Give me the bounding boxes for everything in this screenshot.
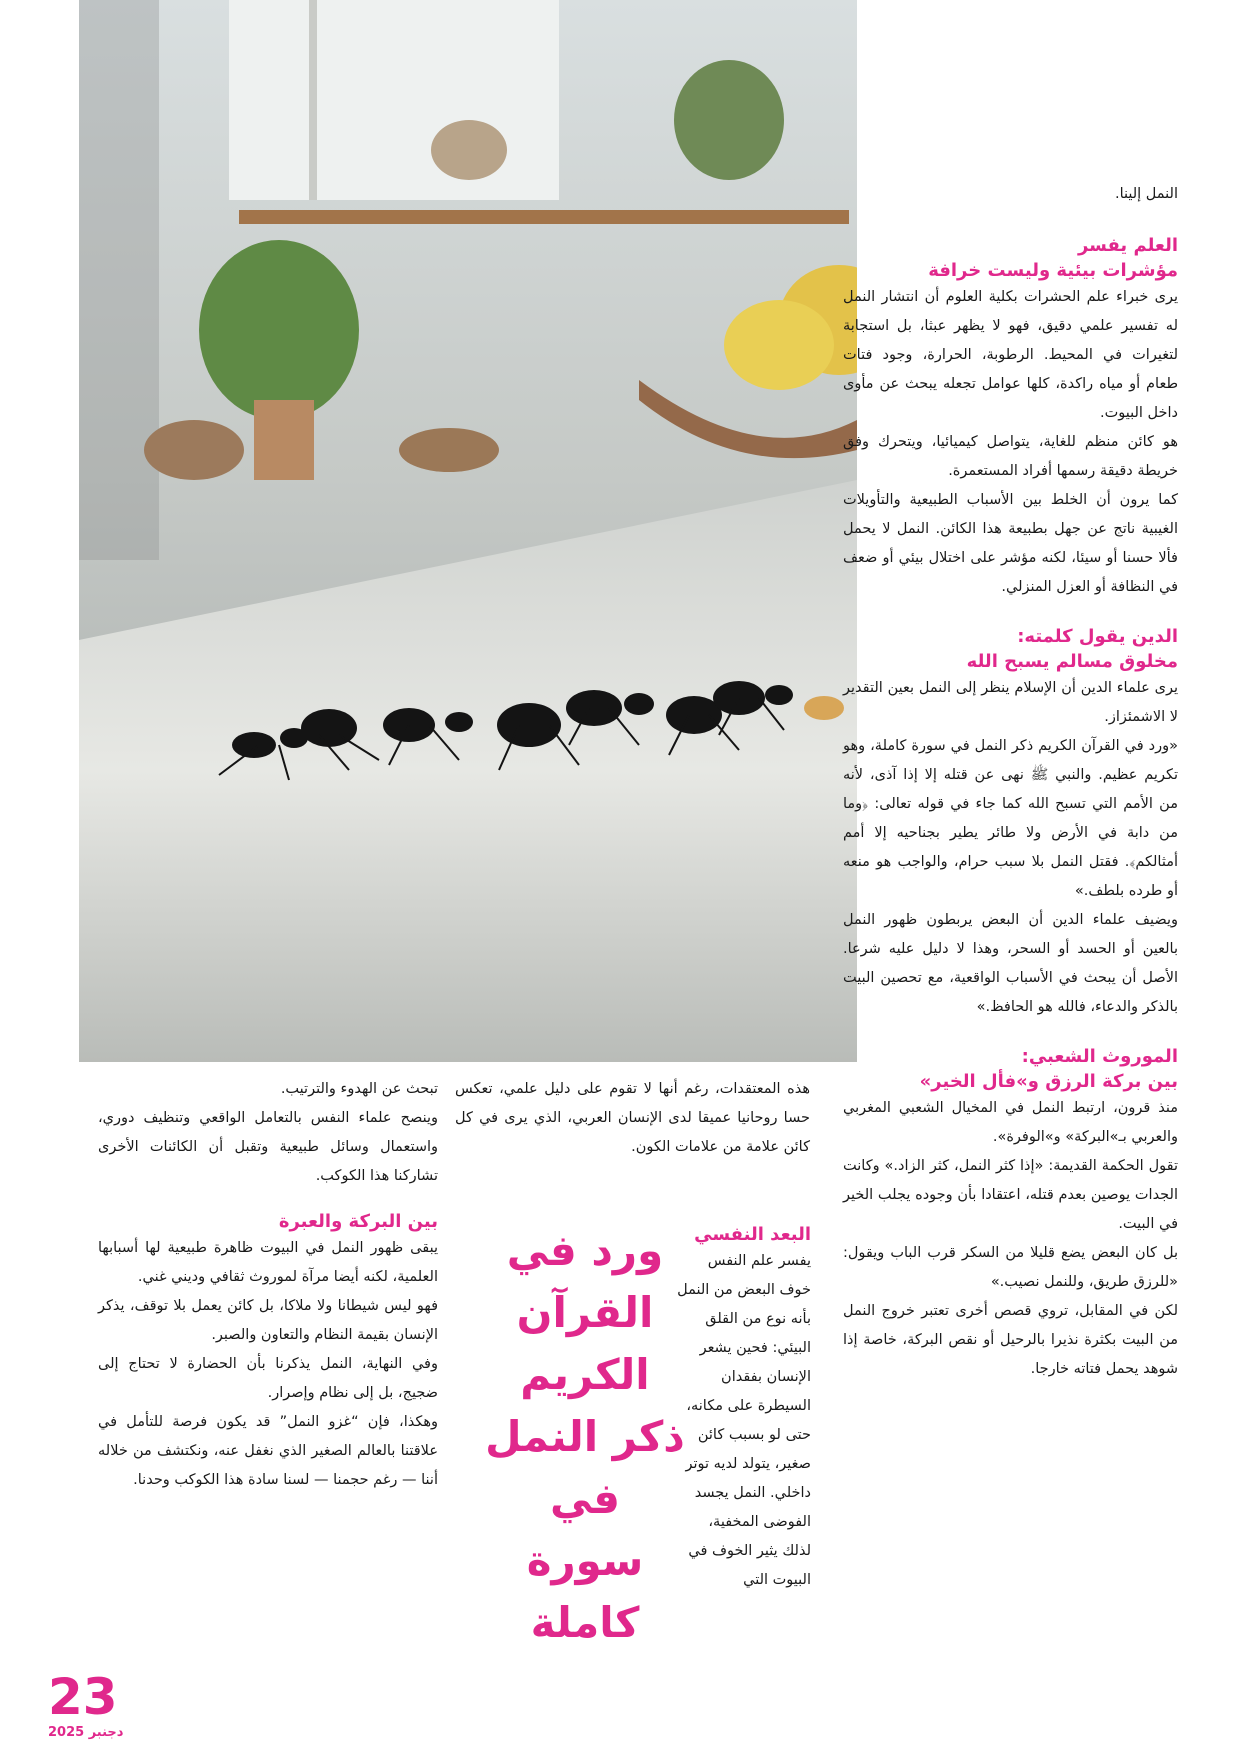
science-paragraph-1: يرى خبراء علم الحشرات بكلية العلوم أن انتشار النمل له تفسير علمي دقيق، فهو لا يظهر عبثا، بل استجابة لتغيرات في المحيط. الرطوبة، الحرارة، وجود فتات طعام أو مياه راكدة، كلها عوامل تجعله يبحث عن مأوى داخل البيوت. — [843, 289, 1178, 421]
folk-heading-1: الموروث الشعبي: — [1021, 1046, 1178, 1067]
psych-paragraph: يفسر علم النفس خوف البعض من النمل بأنه نوع من القلق البيئي: فحين يشعر الإنسان بفقدان السيطرة على مكانه، حتى لو بسبب كائن صغير، يتولد لديه توتر داخلي. النمل يجسد الفوضى المخفية، لذلك يثير الخوف في البيوت التي — [677, 1253, 811, 1588]
folk-paragraph-4: لكن في المقابل، تروي قصص أخرى تعتبر خروج النمل من البيت بكثرة نذيرا بالرحيل أو نقص البركة، خاصة إذا شوهد يحمل فتاته خارجا. — [843, 1303, 1178, 1377]
left-paragraph-1: وينصح علماء النفس بالتعامل الواقعي وتنظيف دوري، واستعمال وسائل طبيعية وتقبل أن الكائنات الأخرى تشاركنا هذا الكوكب. — [98, 1110, 438, 1184]
psych-column — [676, 1222, 811, 1595]
science-heading-1: العلم يفسر — [1077, 235, 1178, 256]
lemon — [724, 300, 834, 390]
religion-heading-1: الدين يقول كلمته: — [1017, 626, 1178, 647]
window-frame — [309, 0, 317, 200]
photo-illustration — [79, 0, 857, 1062]
science-heading-2: مؤشرات بيئية وليست خرافة — [928, 260, 1178, 281]
blessing-heading: بين البركة والعبرة — [278, 1211, 438, 1232]
plant-pot — [254, 400, 314, 480]
ants-kitchen-photo — [79, 0, 857, 1062]
folk-paragraph-3: بل كان البعض يضع قليلا من السكر قرب الباب ويقول: «للرزق طريق، وللنمل نصيب.» — [843, 1245, 1178, 1290]
religion-paragraph-1: يرى علماء الدين أن الإسلام ينظر إلى النمل بعين التقدير لا الاشمئزاز. — [843, 680, 1178, 725]
left-paragraph-3: فهو ليس شيطانا ولا ملاكا، بل كائن يعمل بلا توقف، يذكر الإنسان بقيمة النظام والتعاون والصبر. — [98, 1298, 438, 1343]
middle-top-text — [455, 1075, 810, 1162]
science-paragraph-2: هو كائن منظم للغاية، يتواصل كيميائيا، ويتحرك وفق خريطة دقيقة رسمها أفراد المستعمرة. — [843, 434, 1178, 479]
bowl-middle — [399, 428, 499, 472]
shelf — [239, 210, 849, 224]
page-number: 23 — [48, 1668, 118, 1726]
left-paragraph-5: وهكذا، فإن “غزو النمل” قد يكون فرصة للتأمل في علاقتنا بالعالم الصغير الذي نغفل عنه، ونكتشف من خلاله أننا — رغم حجمنا — لسنا سادة هذا الكوكب وحدنا. — [98, 1414, 438, 1488]
left-top-text: تبحث عن الهدوء والترتيب. — [280, 1081, 438, 1097]
religion-heading-2: مخلوق مسالم يسبح الله — [966, 651, 1178, 672]
religion-paragraph-2: «ورد في القرآن الكريم ذكر النمل في سورة كاملة، وهو تكريم عظيم. والنبي ﷺ نهى عن قتله إلا إذا آذى، لأنه من الأمم التي تسبح الله كما جاء في قوله تعالى: ﴿وما من دابة في الأرض ولا طائر يطير بجناحيه إلا أمم أمثالكم﴾. فقتل النمل بلا سبب حرام، والواجب هو منعه أو طرده بلطف.» — [843, 738, 1178, 899]
left-column — [98, 1075, 438, 1495]
shelf-plant — [674, 60, 784, 180]
potted-plant — [199, 240, 359, 420]
right-column — [843, 180, 1178, 1384]
bowl-left — [144, 420, 244, 480]
intro-tail: النمل إلينا. — [1114, 186, 1178, 202]
beliefs-paragraph: هذه المعتقدات، رغم أنها لا تقوم على دليل علمي، تعكس حسا روحانيا عميقا لدى الإنسان العربي، الذي يرى في كل كائن علامة من علامات الكون. — [455, 1081, 810, 1155]
folk-paragraph-2: تقول الحكمة القديمة: «إذا كثر النمل، كثر الزاد.» وكانت الجدات يوصين بعدم قتله، اعتقادا بأن وجوده يجلب الخير في البيت. — [843, 1158, 1178, 1232]
science-paragraph-3: كما يرون أن الخلط بين الأسباب الطبيعية والتأويلات الغيبية ناتج عن جهل بطبيعة هذا الكائن. النمل لا يحمل فألا حسنا أو سيئا، لكنه مؤشر على اختلال بيئي أو ضعف في النظافة أو العزل المنزلي. — [843, 492, 1178, 595]
folk-heading-2: بين بركة الرزق و»فأل الخير» — [919, 1071, 1178, 1092]
window-light — [229, 0, 559, 200]
issue-date: دجنبر 2025 — [48, 1725, 124, 1740]
left-paragraph-4: وفي النهاية، النمل يذكرنا بأن الحضارة لا تحتاج إلى ضجيج، بل إلى نظام وإصرار. — [98, 1356, 438, 1401]
left-paragraph-2: يبقى ظهور النمل في البيوت ظاهرة طبيعية لها أسبابها العلمية، لكنه أيضا مرآة لموروث ثقافي وديني غني. — [98, 1240, 438, 1285]
psych-heading: البعد النفسي — [694, 1224, 811, 1245]
folk-paragraph-1: منذ قرون، ارتبط النمل في المخيال الشعبي المغربي والعربي بـ»البركة» و»الوفرة». — [843, 1100, 1178, 1145]
shelf-pot — [431, 120, 507, 180]
cabinet-shadow — [79, 0, 159, 560]
pull-quote: ورد في القرآن الكريم ذكر النمل في سورة كاملة — [485, 1226, 685, 1647]
food-crumb — [804, 696, 844, 720]
religion-paragraph-3: ويضيف علماء الدين أن البعض يربطون ظهور النمل بالعين أو الحسد أو السحر، وهذا لا دليل عليه شرعا. الأصل أن يبحث في الأسباب الواقعية، مع تحصين البيت بالذكر والدعاء، فالله هو الحافظ.» — [843, 912, 1178, 1015]
